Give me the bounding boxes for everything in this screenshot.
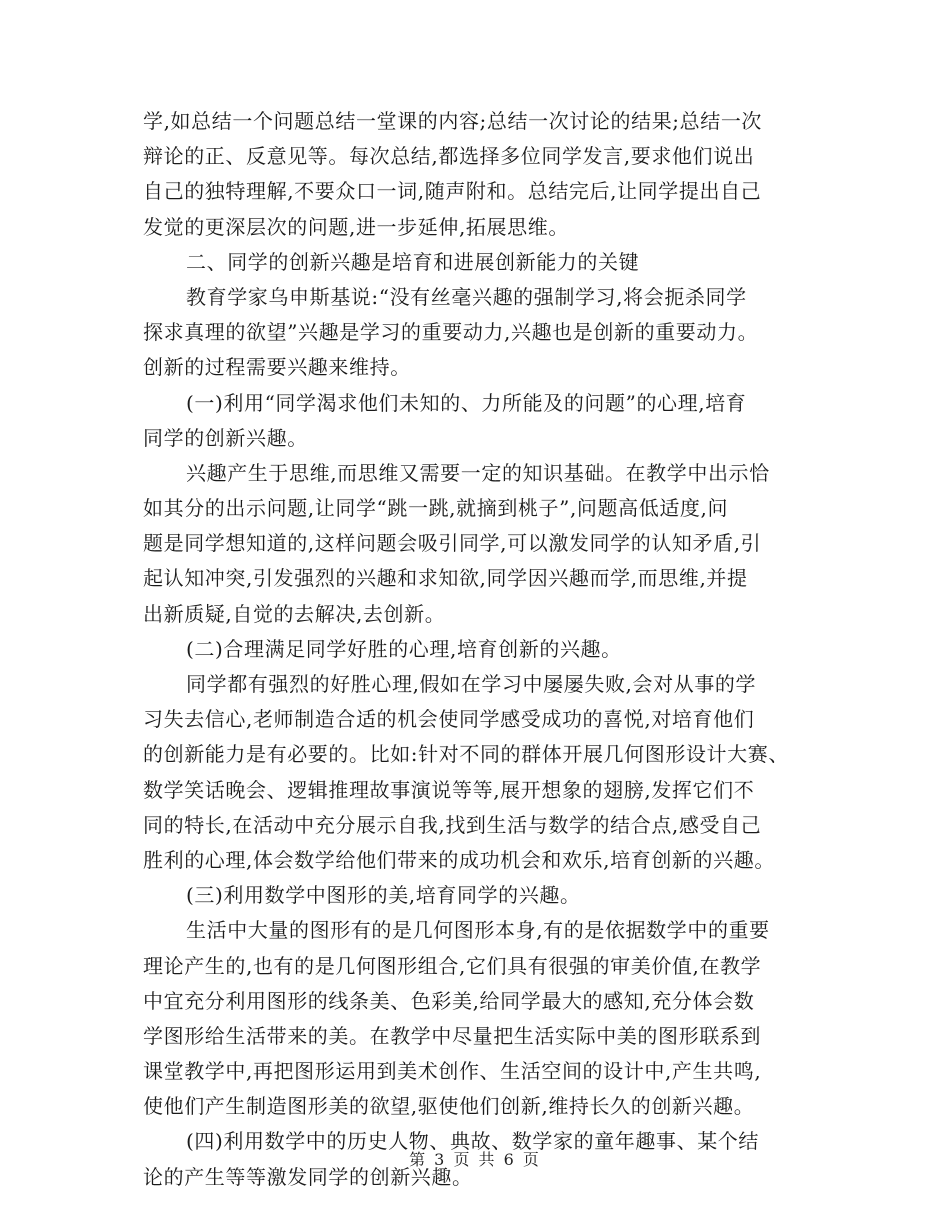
subsection-heading: (二)合理满足同学好胜的心理,培育创新的兴趣。 <box>186 636 622 661</box>
text-line: 同学都有强烈的好胜心理,假如在学习中屡屡失败,会对从事的学 <box>186 672 757 696</box>
text-line: 的创新能力是有必要的。比如:针对不同的群体开展几何图形设计大赛、 <box>143 742 789 767</box>
subsection-heading: (四)利用数学中的历史人物、典故、数学家的童年趣事、某个结 <box>186 1129 760 1154</box>
text-line: 兴趣产生于思维,而思维又需要一定的知识基础。在教学中出示恰 <box>186 460 770 485</box>
text-line: 探求真理的欲望”兴趣是学习的重要动力,兴趣也是创新的重要动力。 <box>143 320 759 345</box>
text-line: 生活中大量的图形有的是几何图形本身,有的是依据数学中的重要 <box>186 918 770 943</box>
text-line: 论的产生等等激发同学的创新兴趣。 <box>143 1164 473 1189</box>
text-line: 学图形给生活带来的美。在教学中尽量把生活实际中美的图形联系到 <box>143 1023 761 1048</box>
text-line: 出新质疑,自觉的去解决,去创新。 <box>143 601 446 626</box>
text-line: 理论产生的,也有的是几何图形组合,它们具有很强的审美价值,在教学 <box>143 953 762 978</box>
text-line: 习失去信心,老师制造合适的机会使同学感受成功的喜悦,对培育他们 <box>143 707 755 732</box>
body-text <box>143 104 823 1195</box>
text-line: 同的特长,在活动中充分展示自我,找到生活与数学的结合点,感受自己 <box>143 812 762 837</box>
section-heading: 二、同学的创新兴趣是培育和进展创新能力的关键 <box>186 249 640 274</box>
text-line: 同学的创新兴趣。 <box>143 425 308 450</box>
text-line: 创新的过程需要兴趣来维持。 <box>143 355 411 380</box>
text-line: 起认知冲突,引发强烈的兴趣和求知欲,同学因兴趣而学,而思维,并提 <box>143 566 748 591</box>
subsection-heading: (一)利用“同学渴求他们未知的、力所能及的问题”的心理,培育 <box>186 390 747 415</box>
text-line: 中宜充分利用图形的线条美、色彩美,给同学最大的感知,充分体会数 <box>143 988 755 1013</box>
text-line: 辩论的正、反意见等。每次总结,都选择多位同学发言,要求他们说出 <box>143 144 755 169</box>
text-line: 使他们产生制造图形美的欲望,驱使他们创新,维持长久的创新兴趣。 <box>143 1094 755 1119</box>
text-line: 自己的独特理解,不要众口一词,随声附和。总结完后,让同学提出自己 <box>143 179 762 204</box>
page-number-footer: 第 3 页 共 6 页 <box>409 1150 541 1169</box>
subsection-heading: (三)利用数学中图形的美,培育同学的兴趣。 <box>186 883 581 908</box>
text-line: 发觉的更深层次的问题,进一步延伸,拓展思维。 <box>143 214 569 239</box>
text-line: 教育学家乌申斯基说:“没有丝毫兴趣的强制学习,将会扼杀同学 <box>186 284 747 309</box>
text-line: 课堂教学中,再把图形运用到美术创作、生活空间的设计中,产生共鸣, <box>143 1059 762 1084</box>
text-line: 题是同学想知道的,这样问题会吸引同学,可以激发同学的认知矛盾,引 <box>143 531 762 556</box>
text-line: 数学笑话晚会、逻辑推理故事演说等等,展开想象的翅膀,发挥它们不 <box>143 777 755 802</box>
text-line: 学,如总结一个问题总结一堂课的内容;总结一次讨论的结果;总结一次 <box>143 109 763 133</box>
text-line: 如其分的出示问题,让同学“跳一跳,就摘到桃子”,问题高低适度,问 <box>143 496 729 521</box>
text-line: 胜利的心理,体会数学给他们带来的成功机会和欢乐,培育创新的兴趣。 <box>143 847 775 872</box>
